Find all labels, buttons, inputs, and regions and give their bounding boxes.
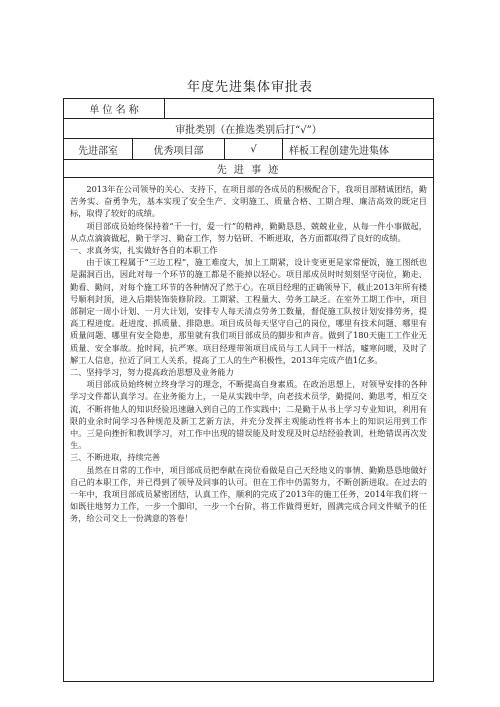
category-row bbox=[64, 119, 433, 139]
checkmark-cell[interactable]: √ bbox=[224, 139, 282, 159]
form-title: 年度先进集体审批表 bbox=[186, 80, 313, 95]
option-advanced-department[interactable]: 先进部室 bbox=[78, 145, 118, 157]
unit-name-label: 单 位 名 称 bbox=[89, 105, 139, 116]
section-header-row bbox=[64, 160, 433, 178]
unit-name-row bbox=[64, 99, 433, 119]
paragraph-4: 项目部成员始终树立终身学习的理念，不断提高自身素质。在政治思想上，对领导安排的各种学习文件都认真学习。在业务能力上，一是从实践中学，向老技术员学，勤提问、勤思考，相互交流，不断将他人的知识经验迅速融入到自己的工作实践中；二是勤于从书上学习专业知识，利用有限的业余时间学习各种规范及新工艺新方法，并充分发挥主观能动性将书本上的知识运用到工作中。三是向挫折和教训学习，对工作中出现的错误能及时发现及时总结经验教训，杜绝错误再次发生。 bbox=[70, 379, 427, 451]
heading-2: 二、坚持学习，努力提高政治思想及业务能力 bbox=[70, 367, 234, 378]
approval-form-table bbox=[63, 98, 434, 682]
option-model-project[interactable]: 样板工程创建先进集体 bbox=[282, 139, 435, 159]
paragraph-3: 由于该工程属于“三边工程”，施工难度大，加上工期紧，设计变更更是家常便饭，施工图纸也是漏洞百出，因此对每一个环节的施工都是不能掉以轻心。项目部成员时时刻刻坚守岗位，勤走、勤看、勤问，对每个施工环节的各种情况了然于心。在项目经理的正确领导下，截止2013年所有楼号顺利封顶，进入后期装饰装修阶段。工期紧、工程量大、劳务工缺乏。在室外工期工作中，项目部制定一周小计划、一月大计划，安排专人每天清点劳务工数量，督促施工队按计划安排劳务，提高工程进度。赶进度、抓质量、排隐患。项目成员每天坚守自己的岗位，哪里有技术问题、哪里有质量问题、哪里有安全隐患，那里就有我们项目部成员的脚步和声音。做到了180天施工工作业无质量、安全事故。抢时间，抗严寒。项目经理带领项目成员与工人同干一样活，嘘寒问暖，及时了解工人信息，拉近了同工人关系，提高了工人的生产积极性，2013年完成产值1亿多。 bbox=[70, 257, 427, 365]
unit-name-field[interactable] bbox=[164, 99, 435, 118]
option-excellent-project-department[interactable]: 优秀项目部 bbox=[132, 139, 224, 159]
paragraph-2: 项目部成员始终保持着“干一行，爱一行”的精神，勤勤恳恳、兢兢业业，从每一件小事做起，从点点滴滴做起，勤于学习、勤奋工作，努力钻研、不断进取，各方面都取得了良好的成绩。 bbox=[70, 220, 427, 243]
section-header: 先 进 事 迹 bbox=[216, 165, 281, 176]
paragraph-1: 2013年在公司领导的关心、支持下，在项目部的各成员的积极配合下，我项目部精诚团结，勤苦务实、奋勇争先，基本实现了安全生产、文明施工、质量合格、工期合理、廉洁高效的既定目标，取得了较好的成绩。 bbox=[70, 184, 427, 219]
category-options-row bbox=[64, 139, 433, 160]
deeds-content bbox=[70, 183, 427, 525]
paragraph-5: 虽然在日常的工作中，项目部成员把奉献在岗位看做是自己天经地义的事情、勤勤恳恳地做好自己的本职工作，并已得到了领导及同事的认可。但在工作中仍需努力，不断创新进取。在过去的一年中，我项目部成员紧密团结，认真工作，顺利的完成了2013年的施工任务，2014年我们将一如既往地努力工作，一步一个脚印，一步一个台阶，将工作做得更好，圆满完成合同文件赋予的任务，给公司交上一份满意的答卷！ bbox=[70, 464, 427, 524]
category-label: 审批类别（在推选类别后打“√”） bbox=[175, 125, 322, 136]
heading-1: 一、求真务实，扎实做好各自的本职工作 bbox=[70, 245, 218, 256]
heading-3: 三、不断进取，持续完善 bbox=[70, 452, 161, 463]
